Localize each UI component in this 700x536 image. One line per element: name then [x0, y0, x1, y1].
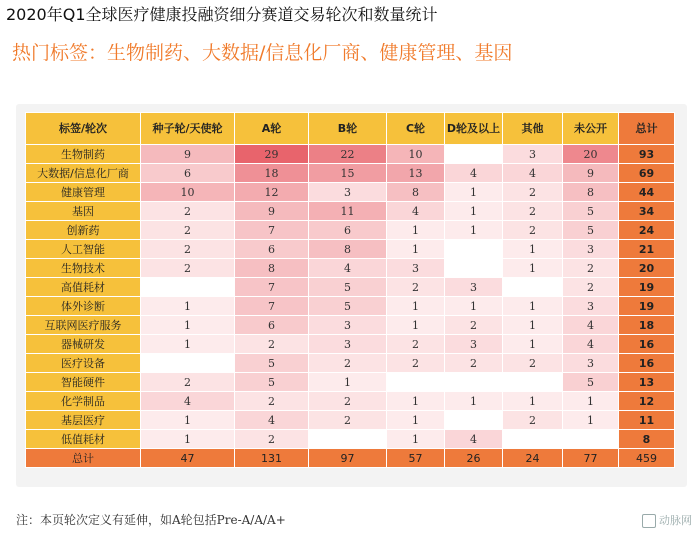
sum-cell: 47 — [141, 449, 235, 468]
heat-cell: 1 — [387, 411, 445, 430]
heat-cell: 4 — [445, 164, 503, 183]
row-label: 基层医疗 — [26, 411, 141, 430]
sum-cell: 26 — [445, 449, 503, 468]
heat-cell: 9 — [141, 145, 235, 164]
row-total: 16 — [619, 354, 675, 373]
heat-cell: 1 — [503, 316, 563, 335]
table-row — [26, 335, 675, 354]
heat-cell: 2 — [309, 354, 387, 373]
heat-cell: 7 — [235, 221, 309, 240]
heat-cell: 1 — [309, 373, 387, 392]
heat-cell: 13 — [387, 164, 445, 183]
heat-cell — [445, 145, 503, 164]
heat-cell: 3 — [309, 335, 387, 354]
row-total: 13 — [619, 373, 675, 392]
table-row — [26, 430, 675, 449]
row-label: 大数据/信息化厂商 — [26, 164, 141, 183]
heat-cell: 1 — [563, 392, 619, 411]
row-label: 医疗设备 — [26, 354, 141, 373]
heat-cell: 8 — [235, 259, 309, 278]
heat-cell — [503, 373, 563, 392]
table-row — [26, 278, 675, 297]
heat-cell: 12 — [235, 183, 309, 202]
grand-total: 459 — [619, 449, 675, 468]
heat-cell: 3 — [503, 145, 563, 164]
column-header: 未公开 — [563, 113, 619, 145]
heat-cell: 5 — [563, 202, 619, 221]
heat-cell: 2 — [235, 335, 309, 354]
heat-cell — [309, 430, 387, 449]
heat-cell: 5 — [309, 297, 387, 316]
row-label: 低值耗材 — [26, 430, 141, 449]
sum-cell: 77 — [563, 449, 619, 468]
heat-cell: 1 — [503, 335, 563, 354]
heat-cell: 3 — [309, 183, 387, 202]
heat-cell: 2 — [141, 240, 235, 259]
column-header: 总计 — [619, 113, 675, 145]
heat-cell: 2 — [387, 335, 445, 354]
heat-cell: 4 — [563, 316, 619, 335]
row-label: 基因 — [26, 202, 141, 221]
heat-cell: 18 — [235, 164, 309, 183]
row-label: 器械研发 — [26, 335, 141, 354]
heat-cell: 10 — [141, 183, 235, 202]
heat-cell: 2 — [563, 259, 619, 278]
heat-cell: 5 — [309, 278, 387, 297]
row-label: 创新药 — [26, 221, 141, 240]
heat-cell: 22 — [309, 145, 387, 164]
row-total: 21 — [619, 240, 675, 259]
heatmap-table — [25, 112, 675, 468]
column-header: C轮 — [387, 113, 445, 145]
heat-cell: 9 — [235, 202, 309, 221]
row-total: 18 — [619, 316, 675, 335]
row-total: 34 — [619, 202, 675, 221]
heat-cell: 5 — [563, 373, 619, 392]
row-label: 生物技术 — [26, 259, 141, 278]
column-header: D轮及以上 — [445, 113, 503, 145]
row-label: 互联网医疗服务 — [26, 316, 141, 335]
heat-cell: 10 — [387, 145, 445, 164]
page-title: 2020年Q1全球医疗健康投融资细分赛道交易轮次和数量统计 — [6, 5, 438, 24]
heat-cell: 4 — [387, 202, 445, 221]
heat-cell: 3 — [309, 316, 387, 335]
footnote: 注：本页轮次定义有延伸，如A轮包括Pre-A/A/A+ — [16, 513, 286, 527]
heat-cell: 1 — [445, 202, 503, 221]
heat-cell: 1 — [445, 221, 503, 240]
heat-cell: 1 — [503, 259, 563, 278]
heat-cell: 2 — [309, 411, 387, 430]
heat-cell: 2 — [235, 430, 309, 449]
heat-cell: 6 — [309, 221, 387, 240]
sum-cell: 131 — [235, 449, 309, 468]
heat-cell: 6 — [235, 316, 309, 335]
heat-cell: 2 — [235, 392, 309, 411]
heat-cell: 6 — [235, 240, 309, 259]
heat-cell: 2 — [387, 354, 445, 373]
heat-cell: 29 — [235, 145, 309, 164]
row-total: 19 — [619, 297, 675, 316]
row-total: 19 — [619, 278, 675, 297]
heat-cell: 2 — [387, 278, 445, 297]
row-label: 人工智能 — [26, 240, 141, 259]
heat-cell: 5 — [235, 373, 309, 392]
heat-cell: 4 — [445, 430, 503, 449]
heat-cell: 8 — [309, 240, 387, 259]
watermark-logo — [642, 512, 692, 528]
sum-cell: 57 — [387, 449, 445, 468]
heat-cell: 3 — [563, 354, 619, 373]
heat-cell: 1 — [445, 183, 503, 202]
heat-cell: 2 — [141, 373, 235, 392]
heat-cell: 2 — [503, 221, 563, 240]
heat-cell: 2 — [141, 221, 235, 240]
row-label: 智能硬件 — [26, 373, 141, 392]
table-row — [26, 145, 675, 164]
heat-cell: 4 — [563, 335, 619, 354]
heat-cell: 8 — [563, 183, 619, 202]
heat-cell: 2 — [503, 202, 563, 221]
heat-cell: 2 — [141, 259, 235, 278]
table-row — [26, 297, 675, 316]
heat-cell: 1 — [563, 411, 619, 430]
heat-cell: 1 — [141, 335, 235, 354]
table-row — [26, 164, 675, 183]
table-row — [26, 202, 675, 221]
logo-icon — [642, 514, 656, 528]
heat-cell: 5 — [235, 354, 309, 373]
heat-cell — [445, 259, 503, 278]
row-total: 12 — [619, 392, 675, 411]
heat-cell: 2 — [503, 411, 563, 430]
table-row — [26, 411, 675, 430]
heat-cell: 4 — [235, 411, 309, 430]
heat-cell: 9 — [563, 164, 619, 183]
heat-cell — [141, 354, 235, 373]
table-row — [26, 354, 675, 373]
table-row — [26, 221, 675, 240]
heat-cell: 8 — [387, 183, 445, 202]
heat-cell: 1 — [141, 411, 235, 430]
sum-row-label: 总计 — [26, 449, 141, 468]
sum-cell: 97 — [309, 449, 387, 468]
heat-cell: 15 — [309, 164, 387, 183]
row-label: 健康管理 — [26, 183, 141, 202]
sum-cell: 24 — [503, 449, 563, 468]
heat-cell: 1 — [387, 240, 445, 259]
heat-cell: 3 — [445, 278, 503, 297]
heat-cell: 1 — [503, 240, 563, 259]
table-row — [26, 373, 675, 392]
corner-label: 标签/轮次 — [26, 113, 141, 145]
row-label: 体外诊断 — [26, 297, 141, 316]
heat-cell: 2 — [309, 392, 387, 411]
row-total: 24 — [619, 221, 675, 240]
heat-cell: 1 — [503, 297, 563, 316]
heat-cell — [563, 430, 619, 449]
heat-cell: 2 — [445, 316, 503, 335]
heat-cell: 2 — [563, 278, 619, 297]
column-header: A轮 — [235, 113, 309, 145]
heat-cell: 2 — [503, 354, 563, 373]
heat-cell: 1 — [387, 392, 445, 411]
column-header: 其他 — [503, 113, 563, 145]
heat-cell — [445, 411, 503, 430]
heat-cell: 1 — [387, 316, 445, 335]
row-label: 化学制品 — [26, 392, 141, 411]
heat-cell: 11 — [309, 202, 387, 221]
heat-cell — [503, 430, 563, 449]
heat-cell — [141, 278, 235, 297]
row-total: 16 — [619, 335, 675, 354]
heat-cell — [445, 240, 503, 259]
heat-cell: 3 — [445, 335, 503, 354]
heat-cell: 3 — [563, 240, 619, 259]
heat-cell — [445, 373, 503, 392]
heat-cell: 7 — [235, 278, 309, 297]
heat-cell: 2 — [445, 354, 503, 373]
heat-cell: 5 — [563, 221, 619, 240]
heat-cell: 1 — [387, 221, 445, 240]
table-row — [26, 240, 675, 259]
row-label: 生物制药 — [26, 145, 141, 164]
row-label: 高值耗材 — [26, 278, 141, 297]
heat-cell: 1 — [387, 430, 445, 449]
heat-cell: 1 — [141, 430, 235, 449]
heat-cell: 6 — [141, 164, 235, 183]
table-row — [26, 392, 675, 411]
heat-cell: 1 — [503, 392, 563, 411]
row-total: 20 — [619, 259, 675, 278]
watermark-text: 动脉网 — [659, 514, 692, 527]
heat-cell: 1 — [445, 392, 503, 411]
column-header: B轮 — [309, 113, 387, 145]
heat-cell: 1 — [141, 297, 235, 316]
heat-cell: 1 — [387, 297, 445, 316]
heat-cell: 1 — [141, 316, 235, 335]
heat-cell: 4 — [141, 392, 235, 411]
heat-cell: 2 — [141, 202, 235, 221]
table-row — [26, 259, 675, 278]
heat-cell: 7 — [235, 297, 309, 316]
row-total: 44 — [619, 183, 675, 202]
heat-cell: 3 — [563, 297, 619, 316]
header-row — [26, 113, 675, 145]
table-row — [26, 316, 675, 335]
heat-cell — [503, 278, 563, 297]
heat-cell: 4 — [503, 164, 563, 183]
row-total: 11 — [619, 411, 675, 430]
heat-cell — [387, 373, 445, 392]
heat-cell: 2 — [503, 183, 563, 202]
hot-tags-subtitle: 热门标签：生物制药、大数据/信息化厂商、健康管理、基因 — [12, 42, 513, 64]
row-total: 69 — [619, 164, 675, 183]
heat-cell: 20 — [563, 145, 619, 164]
table-row — [26, 183, 675, 202]
heat-cell: 4 — [309, 259, 387, 278]
row-total: 93 — [619, 145, 675, 164]
heat-cell: 1 — [445, 297, 503, 316]
row-total: 8 — [619, 430, 675, 449]
heat-cell: 3 — [387, 259, 445, 278]
sum-row — [26, 449, 675, 468]
column-header: 种子轮/天使轮 — [141, 113, 235, 145]
